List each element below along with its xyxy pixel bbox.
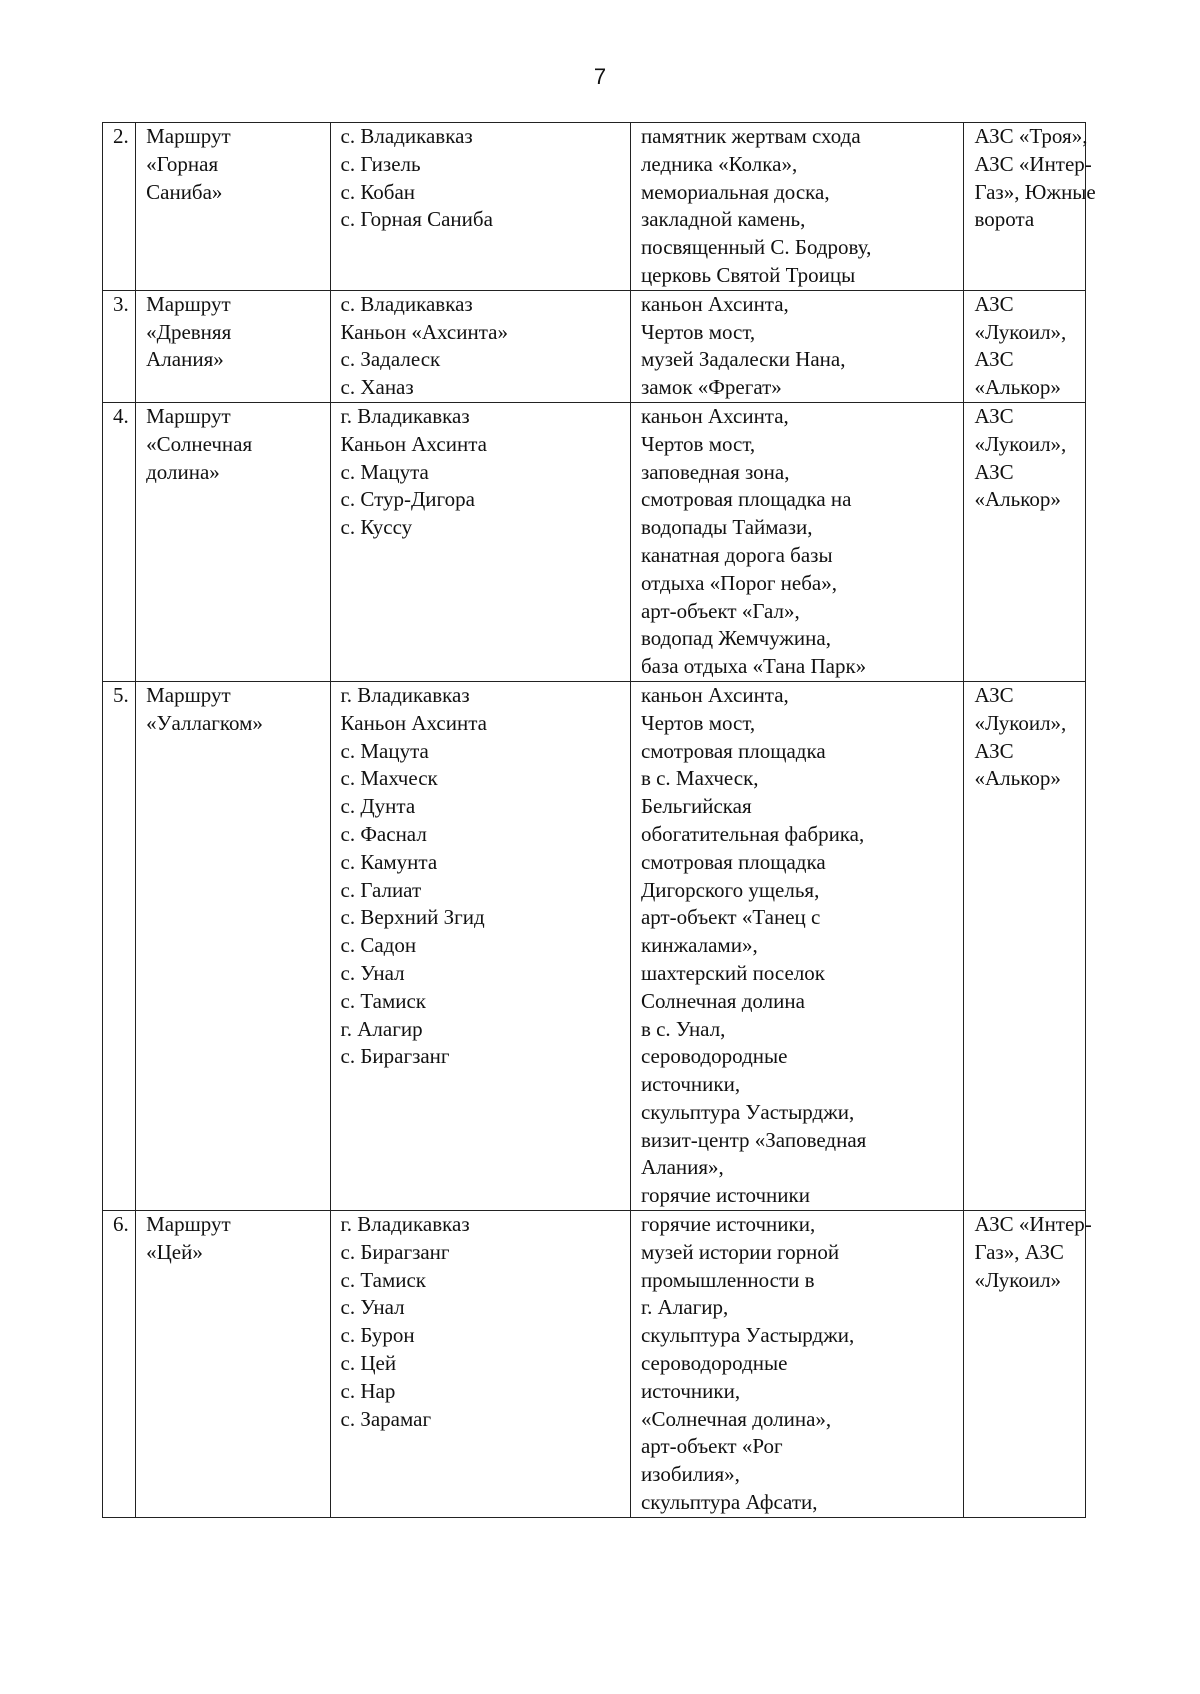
route-name-cell [136,681,330,1210]
cell-line: Газ», АЗС [974,1239,1064,1264]
cell-line: источники, [640,1378,741,1403]
cell-line: водопад Жемчужина, [640,626,831,651]
cell-line: АЗС [974,403,1014,428]
cell-line: скульптура Афсати, [640,1490,818,1515]
cell-line: арт-объект «Рог [640,1434,783,1459]
table-row [103,402,1086,681]
cell-line: смотровая площадка [640,849,826,874]
route-sights-cell [630,1211,964,1518]
cell-line: АЗС [974,682,1014,707]
route-fuel-stations-cell [964,681,1086,1210]
cell-line: Чертов мост, [640,431,756,456]
cell-line: каньон Ахсинта, [640,403,789,428]
cell-line: АЗС [974,738,1014,763]
route-sights-cell [630,123,964,291]
cell-line: с. Гизель [340,151,421,176]
cell-line: ворота [974,207,1035,232]
cell-line: каньон Ахсинта, [640,682,789,707]
cell-line: «Лукоил», [974,431,1067,456]
route-fuel-stations-cell [964,290,1086,402]
cell-line: «Алькор» [974,487,1061,512]
cell-line: АЗС «Интер- [974,151,1092,176]
cell-line: «Солнечная [146,431,253,456]
cell-line: г. Алагир, [640,1295,729,1320]
route-name-cell [136,290,330,402]
cell-line: с. Бурон [340,1323,415,1348]
cell-line: замок «Фрегат» [640,375,782,400]
cell-line: Маршрут [146,291,231,316]
route-places-cell [330,290,630,402]
route-sights-cell [630,290,964,402]
cell-line: «Алькор» [974,375,1061,400]
cell-line: смотровая площадка [640,738,826,763]
cell-line: с. Тамиск [340,988,427,1013]
cell-line: мемориальная доска, [640,179,830,204]
table-row [103,681,1086,1210]
cell-line: АЗС «Троя», [974,124,1088,148]
cell-line: заповедная зона, [640,459,790,484]
table-row [103,123,1086,291]
route-number-cell: 4. [103,402,136,681]
route-fuel-stations-cell [964,1211,1092,1518]
cell-line: с. Кобан [340,179,416,204]
cell-line: горячие источники [640,1183,810,1208]
route-number-cell: 6. [103,1211,136,1518]
route-number-cell: 3. [103,290,136,402]
cell-line: Алания», [640,1155,724,1180]
cell-line: с. Нар [340,1378,396,1403]
cell-line: г. Алагир [340,1016,423,1041]
cell-line: с. Куссу [340,515,413,540]
route-places-cell [330,123,630,291]
cell-line: с. Камунта [340,849,438,874]
cell-line: база отдыха «Тана Парк» [640,654,867,679]
cell-line: церковь Святой Троицы [640,262,856,287]
cell-line: изобилия», [640,1462,740,1487]
cell-line: с. Дунта [340,794,416,819]
route-sights-cell [630,402,964,681]
cell-line: с. Мацута [340,459,429,484]
cell-line: с. Горная Саниба [340,207,493,232]
route-places-cell [330,402,630,681]
cell-line: «Алькор» [974,766,1061,791]
cell-line: канатная дорога базы [640,542,833,567]
cell-line: с. Махческ [340,766,438,791]
cell-line: ледника «Колка», [640,151,798,176]
cell-line: с. Унал [340,960,405,985]
cell-line: визит-центр «Заповедная [640,1127,867,1152]
cell-line: с. Зарамаг [340,1406,432,1431]
cell-line: Маршрут [146,124,231,148]
cell-line: музей истории горной [640,1239,840,1264]
cell-line: источники, [640,1072,741,1097]
cell-line: г. Владикавказ [340,1212,470,1237]
cell-line: «Лукоил», [974,319,1067,344]
cell-line: в с. Махческ, [640,766,759,791]
cell-line: «Лукоил» [974,1267,1062,1292]
cell-line: «Лукоил», [974,710,1067,735]
route-name-cell [136,1211,330,1518]
cell-line: с. Садон [340,933,417,958]
cell-line: Саниба» [146,179,223,204]
cell-line: шахтерский поселок [640,960,825,985]
cell-line: Маршрут [146,682,231,707]
cell-line: Чертов мост, [640,319,756,344]
cell-line: с. Бирагзанг [340,1239,450,1264]
route-sights-cell [630,681,964,1210]
cell-line: с. Тамиск [340,1267,427,1292]
cell-line: АЗС [974,291,1014,316]
cell-line: г. Владикавказ [340,403,470,428]
cell-line: с. Задалеск [340,347,441,372]
cell-line: «Горная [146,151,219,176]
cell-line: посвященный С. Бодрову, [640,235,872,260]
route-fuel-stations-cell [964,123,1096,291]
routes-table [102,122,1096,1518]
cell-line: г. Владикавказ [340,682,470,707]
cell-line: АЗС [974,459,1014,484]
cell-line: АЗС «Интер- [974,1212,1092,1237]
cell-line: «Солнечная долина», [640,1406,832,1431]
cell-line: долина» [146,459,220,484]
cell-line: смотровая площадка на [640,487,852,512]
cell-line: Каньон Ахсинта [340,431,487,456]
cell-line: Солнечная долина [640,988,805,1013]
cell-line: с. Унал [340,1295,405,1320]
cell-line: отдыха «Порог неба», [640,570,837,595]
cell-line: «Цей» [146,1239,203,1264]
cell-line: Маршрут [146,403,231,428]
cell-line: закладной камень, [640,207,806,232]
page-number: 7 [593,64,607,89]
cell-line: арт-объект «Гал», [640,598,800,623]
cell-line: Каньон «Ахсинта» [340,319,508,344]
cell-line: с. Верхний Згид [340,905,485,930]
cell-line: с. Мацута [340,738,429,763]
cell-line: с. Бирагзанг [340,1044,450,1069]
table-row [103,1211,1086,1518]
table-row [103,290,1086,402]
cell-line: с. Ханаз [340,375,414,400]
route-name-cell [136,402,330,681]
cell-line: Маршрут [146,1212,231,1237]
cell-line: с. Владикавказ [340,291,473,316]
route-name-cell [136,123,330,291]
cell-line: «Уаллагком» [146,710,263,735]
cell-line: водопады Таймази, [640,515,813,540]
cell-line: обогатительная фабрика, [640,821,865,846]
cell-line: Бельгийская [640,794,752,819]
cell-line: музей Задалески Нана, [640,347,846,372]
route-number-cell: 5. [103,681,136,1210]
cell-line: сероводородные [640,1351,788,1376]
cell-line: «Древняя [146,319,232,344]
cell-line: сероводородные [640,1044,788,1069]
cell-line: скульптура Уастырджи, [640,1323,855,1348]
cell-line: с. Стур-Дигора [340,487,475,512]
route-places-cell [330,681,630,1210]
cell-line: АЗС [974,347,1014,372]
cell-line: промышленности в [640,1267,815,1292]
cell-line: арт-объект «Танец с [640,905,821,930]
route-fuel-stations-cell [964,402,1086,681]
cell-line: кинжалами», [640,933,758,958]
cell-line: памятник жертвам схода [640,124,861,148]
route-number-cell: 2. [103,123,136,291]
routes-table-body [103,123,1096,1518]
cell-line: в с. Унал, [640,1016,726,1041]
cell-line: горячие источники, [640,1212,816,1237]
cell-line: Чертов мост, [640,710,756,735]
route-places-cell [330,1211,630,1518]
cell-line: Алания» [146,347,224,372]
cell-line: Газ», Южные [974,179,1096,204]
cell-line: каньон Ахсинта, [640,291,789,316]
cell-line: Каньон Ахсинта [340,710,487,735]
cell-line: с. Галиат [340,877,422,902]
cell-line: скульптура Уастырджи, [640,1099,855,1124]
cell-line: с. Цей [340,1351,397,1376]
cell-line: с. Фаснал [340,821,427,846]
cell-line: с. Владикавказ [340,124,473,148]
cell-line: Дигорского ущелья, [640,877,820,902]
